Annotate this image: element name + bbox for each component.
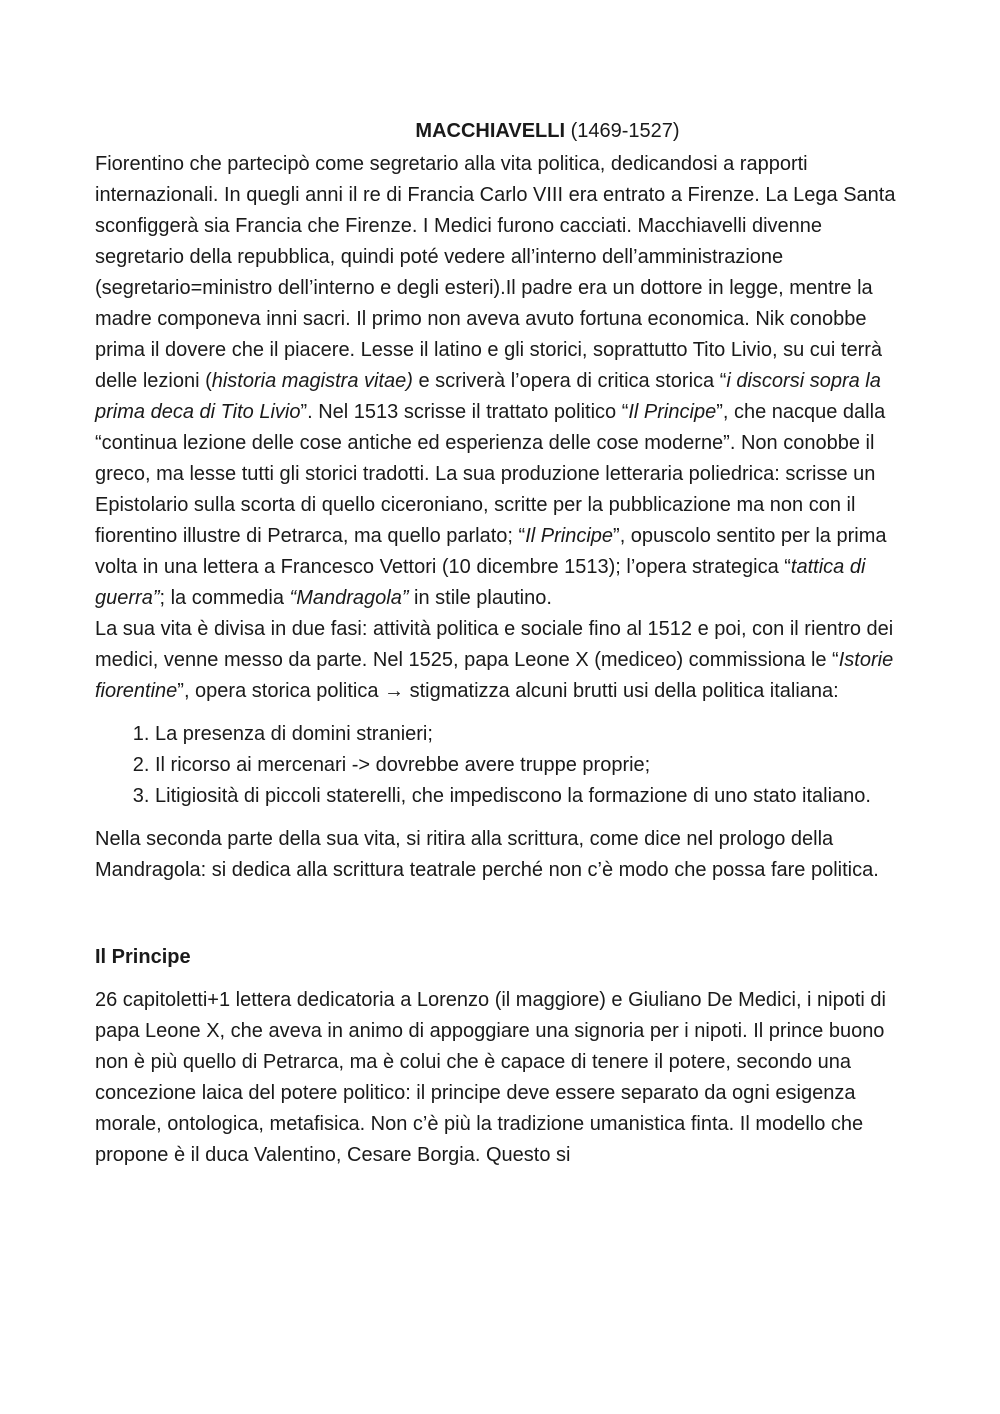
text-run: ”, che nacque dalla “continua lezione delle cose antiche ed esperienza delle cose moderne”. Non conobbe il greco, ma lesse tutti gli storici tradotti. La sua produzione letteraria poliedrica: scrisse un Epistolario sulla scorta di quello ciceroniano, scritte per la pubblicazione ma non con il fiorentino illustre di Petrarca, ma quello parlato; “ [95,401,886,547]
text-run: stigmatizza alcuni brutti usi della politica italiana: [404,680,839,702]
document-title [95,116,910,147]
text-run: ; la commedia [159,587,290,609]
numbered-list [95,719,910,812]
italic-run: Il Principe [628,401,717,423]
text-run: ”. Nel 1513 scrisse il trattato politico “ [300,401,629,423]
paragraph-life-phases [95,614,910,707]
italic-run: “Mandragola” [289,587,409,609]
text-run: ”, opuscolo sentito per la prima volta in una lettera a Francesco Vettori (10 dicembre 1513); l’opera strategica “ [95,525,887,578]
text-run: ”, opera storica politica [177,680,385,702]
text-run: Fiorentino che partecipò come segretario alla vita politica, dedicandosi a rapporti internazionali. In quegli anni il re di Francia Carlo VIII era entrato a Firenze. La Lega Santa sconfiggerà sia Francia che Firenze. I Medici furono cacciati. Macchiavelli divenne segretario della repubblica, quindi poté vedere all’interno dell’amministrazione (segretario=ministro dell’interno e degli esteri).Il padre era un dottore in legge, mentre la madre componeva inni sacri. Il primo non aveva avuto fortuna economica. Nik conobbe prima il dovere che il piacere. Lesse il latino e gli storici, soprattutto Tito Livio, su cui terrà delle lezioni ( [95,153,896,392]
italic-run: Il Principe [525,525,614,547]
arrow-right-icon: → [384,680,405,702]
paragraph-il-principe: 26 capitoletti+1 lettera dedicatoria a Lorenzo (il maggiore) e Giuliano De Medici, i nipoti di papa Leone X, che aveva in animo di appoggiare una signoria per i nipoti. Il prince buono non è più quello di Petrarca, ma è colui che è capace di tenere il potere, secondo una concezione laica del potere politico: il principe deve essere separato da ogni esigenza morale, ontologica, metafisica. Non c’è più la tradizione umanistica finta. Il modello che propone è il duca Valentino, Cesare Borgia. Questo si [95,989,886,1166]
text-run: in stile plautino. [408,587,552,609]
text-run: e scriverà l’opera di critica storica “ [412,370,727,392]
document-page [95,116,910,1171]
paragraph-later-life: Nella seconda parte della sua vita, si ritira alla scrittura, come dice nel prologo della Mandragola: si dedica alla scrittura teatrale perché non c’è modo che possa fare politica. [95,828,879,881]
italic-run: historia magistra vitae) [211,370,413,392]
list-item: 2. Il ricorso ai mercenari -> dovrebbe avere truppe proprie; [155,750,910,781]
section-heading: Il Principe [95,946,191,968]
list-item: 3. Litigiosità di piccoli staterelli, che impediscono la formazione di uno stato italiano. [155,781,910,812]
title-name: MACCHIAVELLI [415,120,566,142]
paragraph-biography [95,149,910,614]
title-dates: (1469-1527) [570,120,680,142]
text-run: La sua vita è divisa in due fasi: attività politica e sociale fino al 1512 e poi, con il rientro dei medici, venne messo da parte. Nel 1525, papa Leone X (mediceo) commissiona le “ [95,618,894,671]
list-item: 1. La presenza di domini stranieri; [155,719,910,750]
italic-run: tattica di guerra” [95,556,866,609]
italic-run: Istorie fiorentine [95,649,894,702]
italic-run: i discorsi sopra la prima deca di Tito Livio [95,370,881,423]
